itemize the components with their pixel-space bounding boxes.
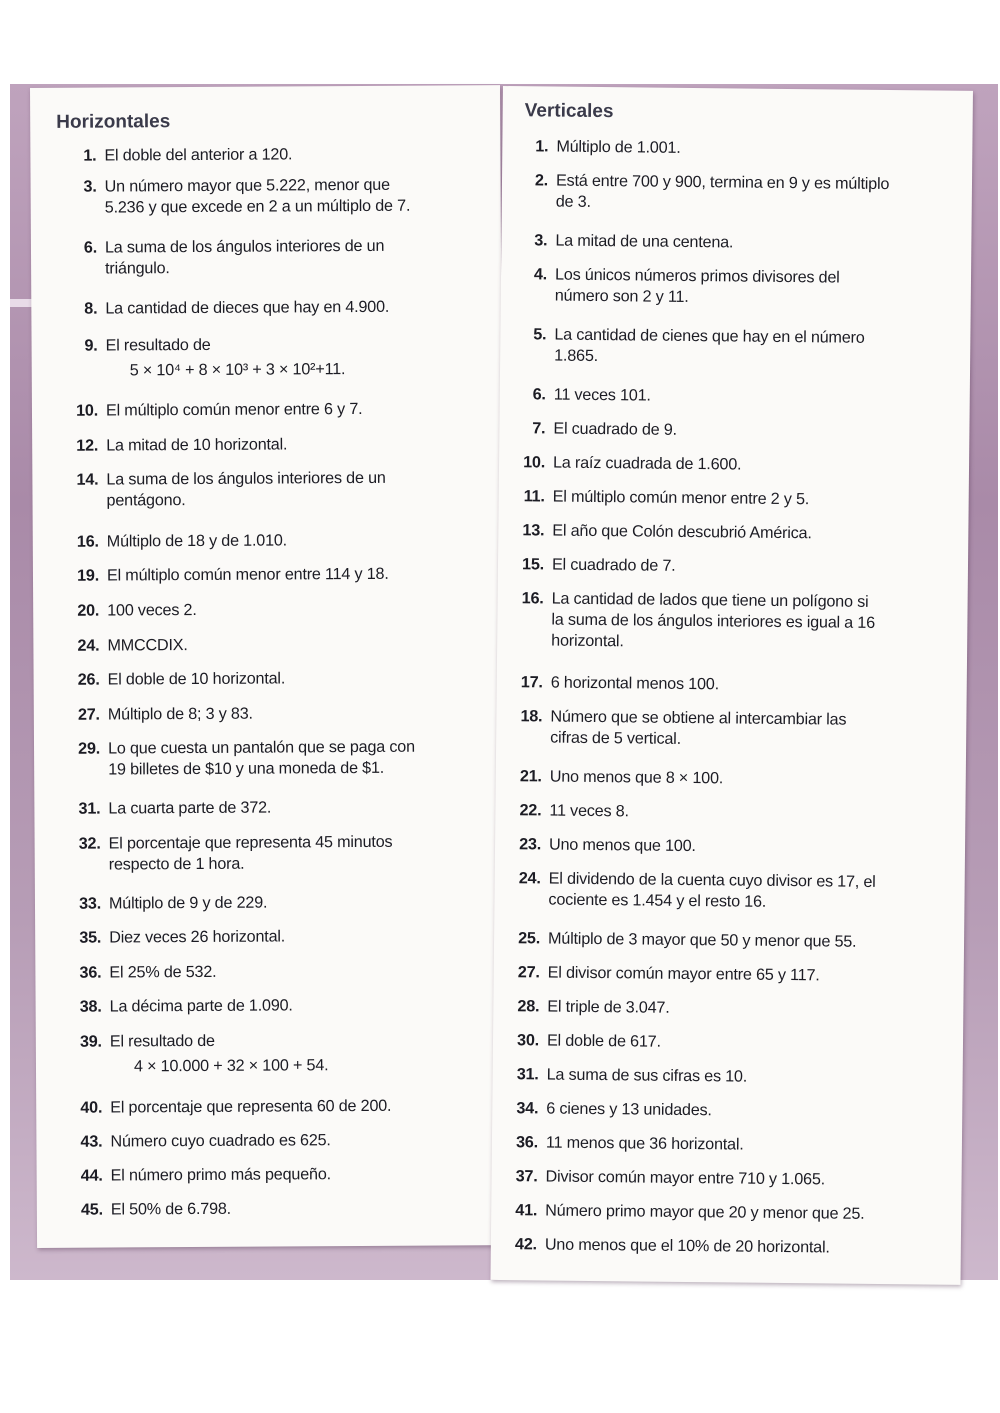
clue-text: La mitad de 10 horizontal. [106, 435, 288, 455]
clue-number: 5. [533, 325, 547, 344]
clue-text-continued: pentágono. [106, 491, 186, 510]
clue-number: 11. [523, 487, 545, 506]
clue-h-16 [69, 529, 489, 553]
clue-text: Número primo mayor que 20 y menor que 25. [545, 1201, 865, 1223]
clue-text: El 25% de 532. [109, 962, 217, 982]
clue-v-7 [515, 418, 955, 444]
clue-number: 29. [78, 739, 101, 758]
clue-number: 13. [522, 521, 545, 540]
clue-number: 2. [534, 171, 549, 190]
clue-v-21 [512, 766, 952, 792]
clue-number: 4. [533, 265, 548, 284]
clue-text: El doble del anterior a 120. [104, 145, 293, 165]
clue-text: Múltiplo de 18 y de 1.010. [106, 531, 288, 551]
clue-number: 18. [520, 707, 543, 726]
clue-text-continued: 5.236 y que excede en 2 a un múltiplo de 7. [104, 196, 411, 217]
clue-number: 1. [535, 137, 549, 156]
clue-h-6 [67, 235, 487, 280]
clue-v-10 [515, 452, 955, 478]
clue-text: Número cuyo cuadrado es 625. [110, 1131, 331, 1151]
clue-number: 30. [517, 1031, 540, 1050]
clue-number: 10. [76, 401, 99, 420]
clue-v-24 [510, 868, 950, 915]
clue-number: 17. [520, 673, 543, 692]
clue-text-continued: triángulo. [105, 259, 170, 278]
clue-number: 14. [76, 470, 99, 489]
clue-v-17 [513, 672, 953, 698]
clue-text: El cuadrado de 9. [553, 419, 678, 439]
clue-text: La suma de sus cifras es 10. [546, 1065, 748, 1086]
clue-number: 26. [77, 670, 100, 689]
verticales-title: Verticales [524, 100, 614, 123]
clue-v-34 [508, 1098, 948, 1124]
clue-v-36 [508, 1132, 948, 1158]
clue-h-43 [72, 1129, 492, 1153]
clue-h-24 [69, 633, 489, 657]
clue-text: 11 menos que 36 horizontal. [545, 1133, 744, 1154]
clue-v-22 [511, 800, 951, 826]
clue-v-11 [515, 486, 955, 512]
clue-v-1 [518, 136, 958, 162]
clue-text: El 50% de 6.798. [110, 1199, 232, 1219]
clue-text: La raíz cuadrada de 1.600. [552, 453, 742, 474]
verticales-card [490, 86, 972, 1285]
clue-v-42 [507, 1234, 947, 1260]
clue-text: El triple de 3.047. [547, 997, 670, 1017]
clue-text-continued: la suma de los ángulos interiores es igual a 16 [551, 610, 876, 632]
clue-h-1 [66, 143, 486, 167]
clue-v-25 [510, 928, 950, 954]
clue-text: El número primo más pequeño. [110, 1165, 331, 1185]
clue-number: 27. [77, 705, 100, 724]
clue-number: 36. [515, 1133, 539, 1152]
clue-v-2 [518, 170, 958, 217]
clue-h-32 [71, 831, 491, 876]
clue-h-8 [67, 296, 487, 320]
clue-text-continued: de 3. [555, 192, 591, 211]
clue-number: 20. [77, 601, 100, 620]
clue-number: 24. [77, 636, 100, 655]
clue-v-18 [512, 706, 952, 753]
clue-number: 8. [84, 299, 98, 318]
horizontales-title: Horizontales [56, 111, 171, 133]
clue-h-44 [73, 1163, 493, 1187]
clue-text: La cantidad de cienes que hay en el número [554, 325, 865, 347]
clue-number: 42. [514, 1235, 537, 1254]
clue-h-45 [73, 1197, 493, 1221]
clue-text: La décima parte de 1.090. [109, 996, 293, 1016]
clue-v-27 [510, 962, 950, 988]
clue-text-continued: respecto de 1 hora. [108, 854, 245, 874]
clue-v-23 [511, 834, 951, 860]
clue-v-37 [507, 1166, 947, 1192]
clue-v-13 [514, 520, 954, 546]
clue-v-4 [517, 264, 957, 311]
clue-text: El año que Colón descubrió América. [552, 521, 812, 543]
clue-number: 19. [77, 566, 100, 585]
clue-v-41 [507, 1200, 947, 1226]
clue-text: Uno menos que el 10% de 20 horizontal. [544, 1235, 830, 1257]
clue-number: 36. [79, 963, 102, 982]
clue-h-27 [70, 702, 490, 726]
clue-number: 10. [523, 453, 546, 472]
clue-text: La suma de los ángulos interiores de un [104, 236, 385, 257]
clue-number: 31. [78, 799, 101, 818]
clue-text: Múltiplo de 9 y de 229. [108, 893, 268, 913]
clue-number: 45. [80, 1200, 103, 1219]
clue-text: El doble de 617. [546, 1031, 661, 1051]
clue-number: 1. [83, 146, 97, 165]
clue-h-9 [68, 333, 488, 382]
clue-text: 100 veces 2. [107, 600, 197, 620]
clue-number: 21. [519, 767, 542, 786]
clue-text: Lo que cuesta un pantalón que se paga con [107, 737, 415, 758]
clue-text: Número que se obtiene al intercambiar las [550, 707, 847, 729]
clue-text: Múltiplo de 3 mayor que 50 y menor que 55. [547, 929, 857, 951]
clue-text: Los únicos números primos divisores del [554, 265, 840, 287]
clue-text: El múltiplo común menor entre 6 y 7. [105, 399, 363, 420]
clue-h-36 [71, 960, 491, 984]
clue-number: 35. [79, 928, 102, 947]
clue-v-30 [509, 1030, 949, 1056]
clue-text: Múltiplo de 1.001. [556, 137, 681, 157]
clue-number: 44. [80, 1166, 103, 1185]
clue-text: El porcentaje que representa 45 minutos [108, 832, 393, 853]
clue-number: 3. [534, 231, 548, 250]
clue-v-28 [509, 996, 949, 1022]
clue-number: 41. [515, 1201, 538, 1220]
clue-v-5 [516, 324, 956, 371]
clue-number: 37. [515, 1167, 538, 1186]
clue-h-31 [70, 796, 490, 820]
clue-text: El múltiplo común menor entre 114 y 18. [106, 564, 389, 585]
clue-text: 11 veces 101. [553, 385, 651, 405]
clue-text: La cantidad de dieces que hay en 4.900. [105, 297, 390, 318]
clue-text: Divisor común mayor entre 710 y 1.065. [545, 1167, 826, 1189]
clue-number: 23. [519, 835, 542, 854]
clue-h-20 [69, 598, 489, 622]
clue-number: 27. [517, 963, 540, 982]
clue-text: Múltiplo de 8; 3 y 83. [107, 704, 253, 724]
clue-h-26 [70, 667, 490, 691]
clue-number: 7. [532, 419, 546, 438]
clue-text: La cuarta parte de 372. [108, 798, 272, 818]
clue-number: 16. [521, 589, 544, 608]
clue-v-16 [513, 588, 954, 656]
clue-text: El múltiplo común menor entre 2 y 5. [552, 487, 810, 509]
clue-number: 16. [76, 532, 99, 551]
clue-text: 6 cienes y 13 unidades. [546, 1099, 712, 1120]
horizontales-card [30, 85, 507, 1248]
clue-number: 40. [80, 1098, 103, 1117]
clue-h-19 [69, 563, 489, 587]
clue-text: El resultado de [105, 335, 211, 355]
clue-text: Está entre 700 y 900, termina en 9 y es múltiplo [555, 171, 890, 194]
clue-number: 38. [79, 997, 102, 1016]
clue-text: El resultado de [109, 1031, 215, 1051]
clue-number: 43. [80, 1132, 103, 1151]
clue-number: 24. [518, 869, 541, 888]
clue-text: Un número mayor que 5.222, menor que [104, 175, 390, 196]
clue-text: La mitad de una centena. [555, 231, 734, 252]
clue-h-10 [68, 398, 488, 422]
clue-v-3 [517, 230, 957, 256]
clue-number: 39. [79, 1032, 102, 1051]
clue-text-continued: número son 2 y 11. [554, 286, 689, 306]
clue-h-39 [72, 1029, 492, 1078]
clue-number: 9. [84, 336, 98, 355]
clue-text-continued-2: horizontal. [551, 631, 624, 651]
clue-number: 31. [516, 1065, 539, 1084]
clue-v-15 [514, 554, 954, 580]
clue-number: 3. [83, 177, 97, 196]
clue-text: El dividendo de la cuenta cuyo divisor es 17, el [548, 869, 876, 891]
clue-number: 28. [517, 997, 540, 1016]
clue-text: Diez veces 26 horizontal. [109, 927, 286, 947]
clue-number: 22. [519, 801, 542, 820]
clue-text: El cuadrado de 7. [551, 555, 676, 575]
clue-text: 6 horizontal menos 100. [550, 673, 720, 694]
clue-number: 6. [532, 385, 546, 404]
clue-v-31 [509, 1064, 949, 1090]
clue-h-14 [68, 467, 488, 512]
clue-text: El porcentaje que representa 60 de 200. [110, 1096, 392, 1117]
clue-text: La suma de los ángulos interiores de un [106, 468, 386, 489]
clue-text: MMCCDIX. [107, 636, 188, 655]
clue-number: 15. [521, 555, 545, 574]
clue-h-40 [72, 1095, 492, 1119]
clue-number: 12. [76, 436, 99, 455]
clue-number: 33. [79, 894, 102, 913]
clue-number: 6. [83, 238, 98, 257]
clue-text-continued: 1.865. [554, 346, 599, 366]
clue-h-33 [71, 891, 491, 915]
clue-h-12 [68, 433, 488, 457]
clue-text-continued: cifras de 5 vertical. [550, 728, 682, 748]
clue-number: 32. [78, 834, 101, 853]
clue-number: 34. [516, 1099, 539, 1118]
clue-h-35 [71, 925, 491, 949]
clue-text: Uno menos que 100. [548, 835, 696, 856]
clue-formula: 5 × 10⁴ + 8 × 10³ + 3 × 10²+11. [129, 360, 346, 380]
clue-text: Uno menos que 8 × 100. [549, 767, 724, 788]
clue-h-29 [70, 736, 490, 781]
clue-number: 25. [518, 929, 541, 948]
clue-h-38 [72, 994, 492, 1018]
clue-h-3 [67, 174, 487, 219]
clue-text: 11 veces 8. [549, 801, 629, 821]
clue-text-continued: 19 billetes de $10 y una moneda de $1. [108, 758, 385, 779]
clue-text: La cantidad de lados que tiene un polígono si [551, 589, 869, 611]
clue-text: El doble de 10 horizontal. [107, 669, 286, 689]
clue-v-6 [516, 384, 956, 410]
clue-text-continued: cociente es 1.454 y el resto 16. [548, 890, 767, 911]
clue-formula: 4 × 10.000 + 32 × 100 + 54. [133, 1056, 329, 1076]
clue-text: El divisor común mayor entre 65 y 117. [547, 963, 820, 985]
